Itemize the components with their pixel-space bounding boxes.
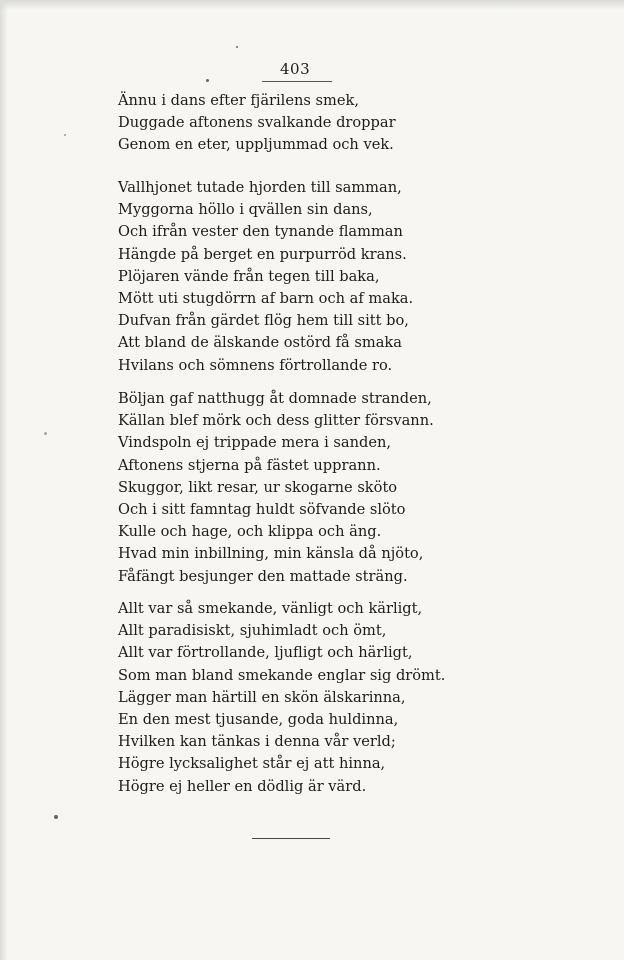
poem-line: Källan blef mörk och dess glitter försvann. xyxy=(118,412,434,430)
poem-line: Aftonens stjerna på fästet upprann. xyxy=(118,456,381,474)
poem-line: Myggorna höllo i qvällen sin dans, xyxy=(118,201,373,219)
poem-line: Som man bland smekande englar sig drömt. xyxy=(118,666,446,684)
poem-line: Allt var så smekande, vänligt och kärligt, xyxy=(118,600,423,617)
poem-line: Och ifrån vester den tynande flamman xyxy=(118,223,403,241)
poem-line: Böljan gaf natthugg åt domnade stranden, xyxy=(118,390,432,407)
poem-line: Vallhjonet tutade hjorden till samman, xyxy=(118,179,402,196)
scan-left-edge xyxy=(0,0,8,960)
stanza-2 xyxy=(118,177,413,377)
poem-line: Högre ej heller en dödlig är värd. xyxy=(118,777,367,795)
poem-line: Allt paradisiskt, sjuhimladt och ömt, xyxy=(118,622,387,640)
scan-top-edge xyxy=(0,0,624,10)
stanza-3 xyxy=(118,388,434,588)
page-number-underline xyxy=(262,81,332,82)
poem-line: Skuggor, likt resar, ur skogarne sköto xyxy=(118,478,398,496)
poem-line: Högre lycksalighet står ej att hinna, xyxy=(118,755,386,773)
ink-speck xyxy=(236,46,238,48)
poem-line: Hängde på berget en purpurröd krans. xyxy=(118,245,407,263)
page-number: 403 xyxy=(280,60,311,78)
stanza-4 xyxy=(118,598,445,798)
poem-line: Hvilans och sömnens förtrollande ro. xyxy=(118,356,393,374)
poem-line: Att bland de älskande ostörd få smaka xyxy=(118,334,402,352)
ink-speck xyxy=(206,79,209,82)
ink-speck xyxy=(64,134,66,136)
poem-line: Hvilken kan tänkas i denna vår verld; xyxy=(118,733,396,751)
ink-speck xyxy=(44,432,47,435)
poem-line: Genom en eter, uppljummad och vek. xyxy=(118,136,394,154)
end-rule xyxy=(252,838,330,839)
poem-line: Allt var förtrollande, ljufligt och härligt, xyxy=(118,644,413,662)
poem-line: Duggade aftonens svalkande droppar xyxy=(118,114,396,132)
ink-speck xyxy=(54,815,58,819)
poem-line: Dufvan från gärdet flög hem till sitt bo, xyxy=(118,312,409,330)
poem-line: Plöjaren vände från tegen till baka, xyxy=(118,267,380,285)
poem-line: Mött uti stugdörrn af barn och af maka. xyxy=(118,289,414,307)
poem-line: Fåfängt besjunger den mattade sträng. xyxy=(118,567,408,585)
poem-line: Hvad min inbillning, min känsla då njöto, xyxy=(118,545,424,563)
poem-line: Och i sitt famntag huldt söfvande slöto xyxy=(118,500,406,518)
poem-line: Kulle och hage, och klippa och äng. xyxy=(118,523,382,541)
poem-line: Ännu i dans efter fjärilens smek, xyxy=(118,92,359,109)
poem-line: Vindspoln ej trippade mera i sanden, xyxy=(118,434,392,452)
poem-line: En den mest tjusande, goda huldinna, xyxy=(118,710,399,728)
poem-line: Lägger man härtill en skön älskarinna, xyxy=(118,688,406,706)
stanza-1 xyxy=(118,90,396,157)
